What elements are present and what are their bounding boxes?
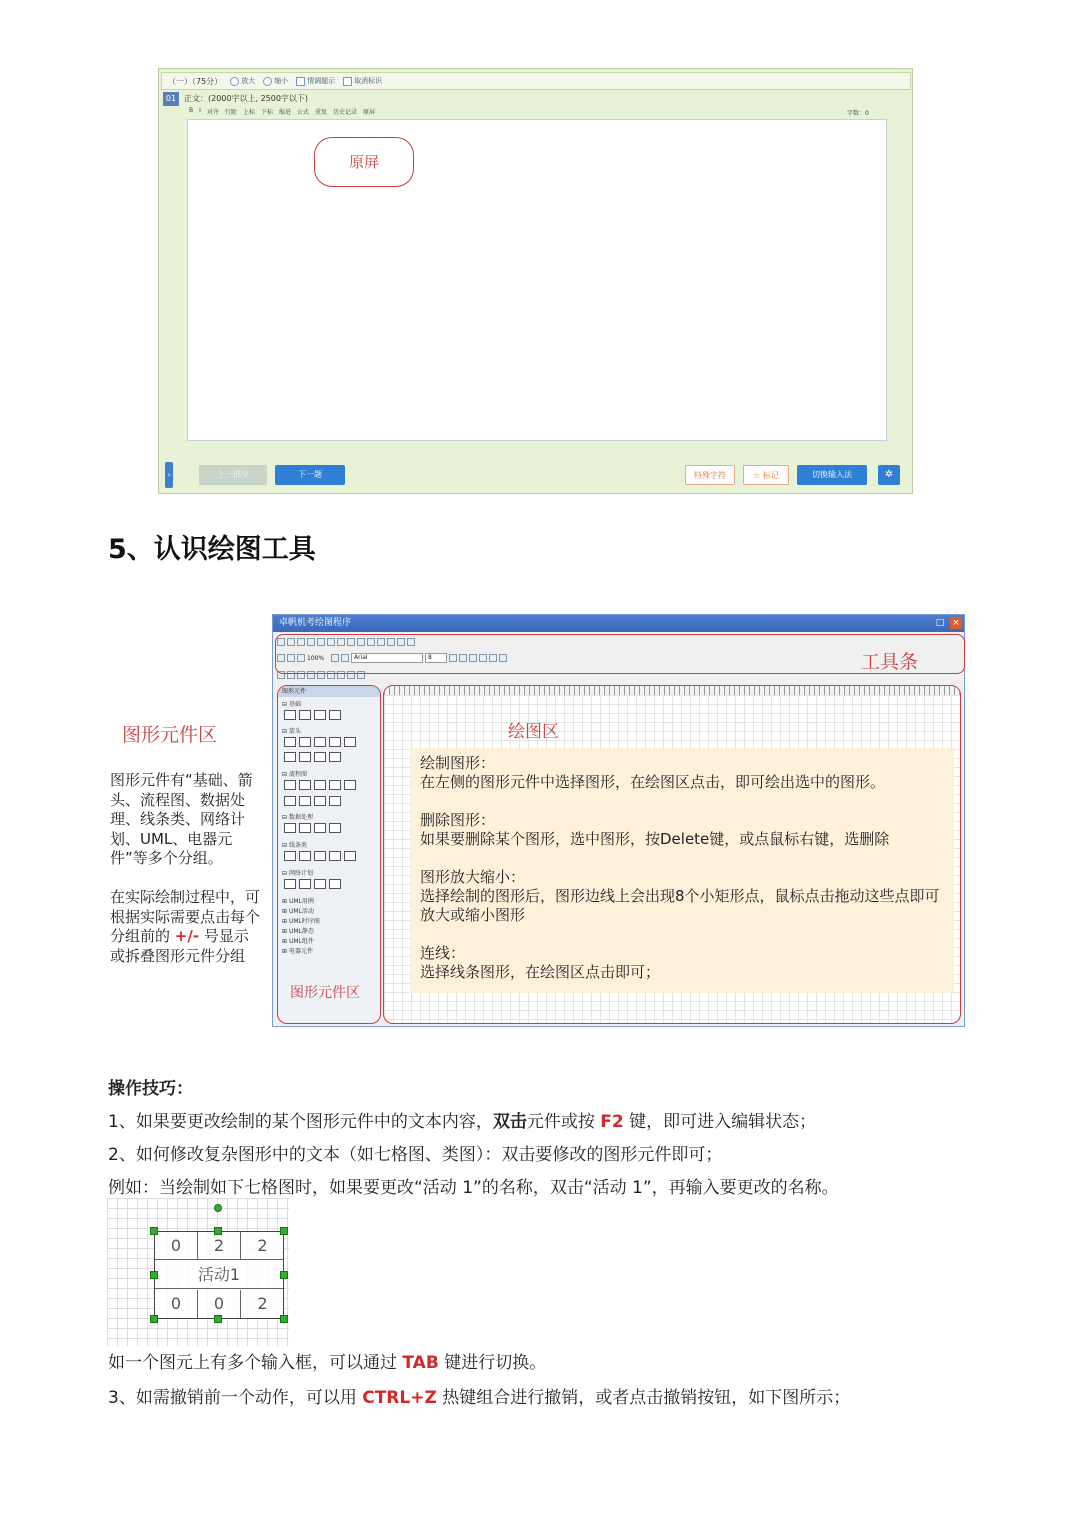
terminator-icon[interactable] (314, 780, 326, 790)
text-shape-icon[interactable] (314, 710, 326, 720)
flowchart-shapes-2 (284, 796, 341, 808)
resize-handle-tr[interactable] (280, 1227, 288, 1235)
crosshair-icon[interactable] (299, 710, 311, 720)
cylinder-icon[interactable] (329, 796, 341, 806)
zoom-select[interactable]: 100% (307, 654, 325, 662)
editor-bottom-bar (165, 461, 907, 489)
editor-top-bar (161, 72, 911, 90)
font-size-select[interactable]: 8 (425, 653, 447, 663)
essay-text-area[interactable] (187, 119, 887, 441)
palette-group-data[interactable]: ⊟ 数据处理 (282, 814, 313, 821)
basic-shapes (284, 710, 341, 722)
right-arrow-icon[interactable] (284, 737, 296, 747)
original-screen-callout: 原屏 (314, 137, 414, 187)
operation-tips (108, 1073, 1008, 1205)
special-char-button[interactable]: 特殊字符 (685, 465, 735, 485)
data-icon[interactable] (329, 780, 341, 790)
palette-annotation-title: 图形元件区 (122, 724, 218, 746)
prev-section-button[interactable]: 上一部分 (199, 465, 267, 485)
repeat-button[interactable]: 重复 (315, 109, 328, 116)
entity-icon[interactable] (299, 823, 311, 833)
tip-example: 例如：当绘制如下七格图时，如果要更改“活动 1”的名称，双击“活动 1”，再输入要更改的名称。 (108, 1178, 839, 1198)
note-draw: 绘制图形： 在左侧的图形元件中选择图形，在绘图区点击，即可绘出选中的图形。 (420, 754, 886, 791)
cell-activity-name[interactable]: 活动1 (155, 1261, 283, 1289)
next-question-button[interactable]: 下一题 (275, 465, 345, 485)
shape-palette (277, 685, 381, 1024)
mark-show-button[interactable]: 情调题示 (296, 76, 335, 86)
line-spacing-button[interactable]: 行距 (224, 109, 237, 116)
bold-button[interactable]: B (189, 107, 194, 114)
format-toolbar (189, 107, 889, 119)
storage-icon[interactable] (314, 796, 326, 806)
tip-3: 3、如需撤销前一个动作，可以用 CTRL+Z 热键组合进行撤销，或者点击撤销按钮，如下图所示； (108, 1388, 851, 1408)
superscript-button[interactable]: 上标 (242, 109, 255, 116)
node-icon[interactable] (329, 879, 341, 889)
resize-handle-br[interactable] (280, 1315, 288, 1323)
question-label: （一）（75分） (168, 76, 223, 86)
arrow-shapes (284, 737, 356, 749)
palette-annotation-text: 图形元件有“基础、箭头、流程图、数据处理、线条类、网络计划、UML、电器元件”等多个分组。 (110, 771, 253, 867)
network-shapes (284, 879, 341, 891)
cell-top-left[interactable]: 0 (155, 1232, 198, 1260)
flowchart-shapes (284, 780, 356, 792)
window-title: 卓帆机考绘图程序 (273, 615, 964, 632)
italic-button[interactable]: I (199, 107, 201, 114)
essay-editor-screenshot (158, 68, 913, 494)
palette-annotation-tip: 在实际绘制过程中，可根据实际需要点击每个分组前的 +/- 号显示或拆叠图形元件分组 (110, 888, 261, 965)
straight-line-icon[interactable] (284, 851, 296, 861)
palette-group-uml-component[interactable]: ⊞ UML组件 (282, 938, 314, 945)
horizontal-ruler (384, 686, 961, 695)
essay-prompt: 正文：(2000字以上, 2500字以下) (184, 94, 309, 103)
tip-2: 2、如何修改复杂图形中的文本（如七格图、类图）：双击要修改的图形元件即可； (108, 1145, 723, 1165)
question-number: 01 (163, 92, 179, 106)
pentagon-arrow-icon[interactable] (344, 737, 356, 747)
rotate-handle[interactable] (214, 1204, 222, 1212)
cell-bottom-right[interactable]: 2 (257, 1294, 268, 1313)
canvas-annotation: 绘图区 (508, 722, 559, 742)
resize-handle-l[interactable] (150, 1271, 158, 1279)
settings-gear-icon[interactable]: ✲ (878, 465, 900, 485)
palette-annotation: 图形元件区 (290, 985, 360, 1001)
zoom-out-button[interactable]: 缩小 (263, 76, 288, 86)
relation-icon[interactable] (314, 823, 326, 833)
drawing-tool-screenshot (272, 614, 965, 1027)
palette-group-uml-sequence[interactable]: ⊞ UML时序图 (282, 918, 320, 925)
callout-arrow-icon[interactable] (284, 752, 296, 762)
process-icon[interactable] (299, 780, 311, 790)
table-shape-icon[interactable] (314, 879, 326, 889)
cell-top-middle[interactable]: 2 (198, 1232, 241, 1260)
star-icon: ☆ (753, 471, 761, 480)
note-delete: 删除图形： 如果要删除某个图形，选中图形，按Delete键，或点鼠标右键，选删除 (420, 811, 890, 848)
align-button[interactable]: 对齐 (206, 109, 219, 116)
switch-ime-button[interactable]: 切换输入法 (797, 465, 867, 485)
zoom-in-button[interactable]: 放大 (230, 76, 255, 86)
double-arrow-icon[interactable] (299, 737, 311, 747)
tip-tab-switch: 如一个图元上有多个输入框，可以通过 TAB 键进行切换。 (108, 1353, 547, 1373)
palette-group-electric[interactable]: ⊞ 电器元件 (282, 948, 313, 955)
list-icon[interactable] (299, 879, 311, 889)
wave-icon[interactable] (344, 851, 356, 861)
cross-arrow-icon[interactable] (314, 737, 326, 747)
palette-group-uml-usecase[interactable]: ⊞ UML用例 (282, 898, 314, 905)
close-icon[interactable]: × (950, 617, 962, 629)
arrow-shapes-2 (284, 752, 341, 764)
palette-header: 图形元件 (278, 686, 381, 697)
zoom-in-icon (230, 77, 239, 86)
diamond-icon[interactable] (284, 780, 296, 790)
page-icon[interactable] (299, 796, 311, 806)
tips-title: 操作技巧： (108, 1079, 193, 1099)
polyline-icon[interactable] (299, 851, 311, 861)
indent-button[interactable]: 缩进 (278, 109, 291, 116)
data-shapes (284, 823, 341, 835)
arc-line-icon[interactable] (329, 851, 341, 861)
section-heading: 5、认识绘图工具 (108, 534, 316, 565)
resize-handle-r[interactable] (280, 1271, 288, 1279)
toolbar-annotation: 工具条 (861, 651, 919, 673)
cancel-mark-button[interactable]: 取消标识 (343, 76, 382, 86)
restore-icon[interactable]: □ (935, 618, 945, 628)
zoom-out-icon (263, 77, 272, 86)
seven-grid-sample (107, 1198, 289, 1346)
expand-panel-button[interactable]: › (165, 462, 173, 488)
cell-top-right[interactable]: 2 (241, 1232, 284, 1260)
word-count: 字数：0 (847, 110, 869, 117)
line-shapes (284, 851, 356, 863)
resize-handle-b[interactable] (214, 1315, 222, 1323)
palette-group-lines[interactable]: ⊟ 线条类 (282, 842, 307, 849)
instructions-note (410, 748, 954, 993)
palette-group-flowchart[interactable]: ⊟ 流程图 (282, 771, 307, 778)
tip-1: 1、如果要更改绘制的某个图形元件中的文本内容，双击元件或按 F2 键，即可进入编辑状态； (108, 1112, 817, 1132)
note-resize: 图形放大缩小： 选择绘制的图形后，图形边线上会出现8个小矩形点，鼠标点击拖动这些点即可放大或缩小图形 (420, 868, 940, 924)
original-screen-button[interactable]: 原屏 (363, 109, 376, 116)
rectangle-icon[interactable] (284, 710, 296, 720)
document-icon[interactable] (344, 780, 356, 790)
palette-group-network[interactable]: ⊟ 网络计划 (282, 870, 313, 877)
mark-button[interactable]: ☆ 标记 (743, 465, 789, 485)
grid-icon[interactable] (284, 879, 296, 889)
cancel-icon (343, 77, 352, 86)
polygon-icon[interactable] (329, 710, 341, 720)
bend-arrow-icon[interactable] (314, 752, 326, 762)
palette-group-arrow[interactable]: ⊟ 箭头 (282, 728, 301, 735)
palette-group-uml-activity[interactable]: ⊞ UML活动 (282, 908, 314, 915)
palette-group-basic[interactable]: ⊟ 基础 (282, 701, 301, 708)
zigzag-icon[interactable] (314, 851, 326, 861)
palette-group-uml-static[interactable]: ⊞ UML静态 (282, 928, 314, 935)
resize-handle-bl[interactable] (150, 1315, 158, 1323)
history-button[interactable]: 历史记录 (333, 109, 358, 116)
resize-handle-tl[interactable] (150, 1227, 158, 1235)
rounded-rect-icon[interactable] (284, 823, 296, 833)
seven-grid-shape[interactable] (154, 1231, 284, 1319)
card-icon[interactable] (284, 796, 296, 806)
cell-bottom-middle[interactable]: 0 (198, 1290, 241, 1318)
corner-arrow-icon[interactable] (329, 752, 341, 762)
cell-bottom-left[interactable]: 0 (155, 1290, 198, 1318)
drawing-canvas[interactable] (383, 685, 961, 1024)
font-name-select[interactable]: Arial (351, 653, 423, 663)
note-connect: 连线： 选择线条图形，在绘图区点击即可； (420, 944, 661, 981)
resize-handle-t[interactable] (214, 1227, 222, 1235)
subscript-button[interactable]: 下标 (260, 109, 273, 116)
split-arrow-icon[interactable] (299, 752, 311, 762)
up-arrow-icon[interactable] (329, 737, 341, 747)
formula-button[interactable]: 公式 (296, 109, 309, 116)
step-icon[interactable] (329, 823, 341, 833)
highlight-icon (296, 77, 305, 86)
